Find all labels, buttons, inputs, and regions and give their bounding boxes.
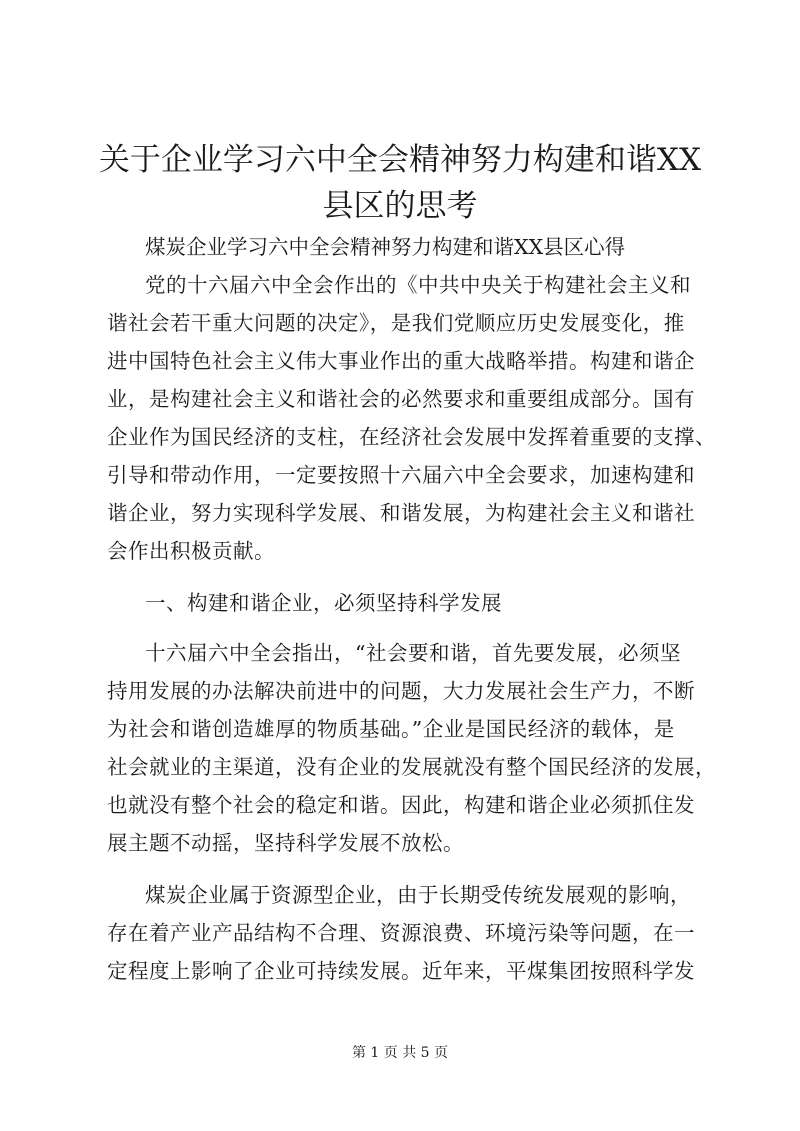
document-title-line-2: 县区的思考 [322,188,478,224]
paragraph-line: 谐社会若干重大问题的决定》，是我们党顺应历史发展变化，推 [107,311,685,335]
paragraph-line: 会作出积极贡献。 [107,539,275,563]
paragraph-line: 谐企业，努力实现科学发展、和谐发展，为构建社会主义和谐社 [107,501,695,525]
paragraph-line: 煤炭企业属于资源型企业，由于长期受传统发展观的影响， [145,883,691,907]
paragraph-line: 为社会和谐创造雄厚的物质基础。”企业是国民经济的载体，是 [107,717,675,741]
document-subtitle: 煤炭企业学习六中全会精神努力构建和谐XX县区心得 [145,235,626,259]
paragraph-line: 引导和带动作用，一定要按照十六届六中全会要求，加速构建和 [107,463,695,487]
paragraph-line: 定程度上影响了企业可持续发展。近年来，平煤集团按照科学发 [107,959,695,983]
paragraph-line: 存在着产业产品结构不合理、资源浪费、环境污染等问题，在一 [107,921,695,945]
paragraph-line: 社会就业的主渠道，没有企业的发展就没有整个国民经济的发展， [107,755,716,779]
document-title-line-1: 关于企业学习六中全会精神努力构建和谐XX [98,142,702,178]
section-heading: 一、构建和谐企业，必须坚持科学发展 [145,591,502,615]
paragraph-line: 也就没有整个社会的稳定和谐。因此，构建和谐企业必须抓住发 [107,793,695,817]
page-number-footer: 第 1 页 共 5 页 [351,1045,449,1061]
paragraph-line: 十六届六中全会指出，“社会要和谐，首先要发展，必须坚 [145,641,681,665]
paragraph-line: 党的十六届六中全会作出的《中共中央关于构建社会主义和 [145,273,691,297]
paragraph-line: 展主题不动摇，坚持科学发展不放松。 [107,831,464,855]
paragraph-line: 进中国特色社会主义伟大事业作出的重大战略举措。构建和谐企 [107,349,695,373]
paragraph-line: 企业作为国民经济的支柱，在经济社会发展中发挥着重要的支撑、 [107,425,716,449]
paragraph-line: 业，是构建社会主义和谐社会的必然要求和重要组成部分。国有 [107,387,695,411]
paragraph-line: 持用发展的办法解决前进中的问题，大力发展社会生产力，不断 [107,679,695,703]
